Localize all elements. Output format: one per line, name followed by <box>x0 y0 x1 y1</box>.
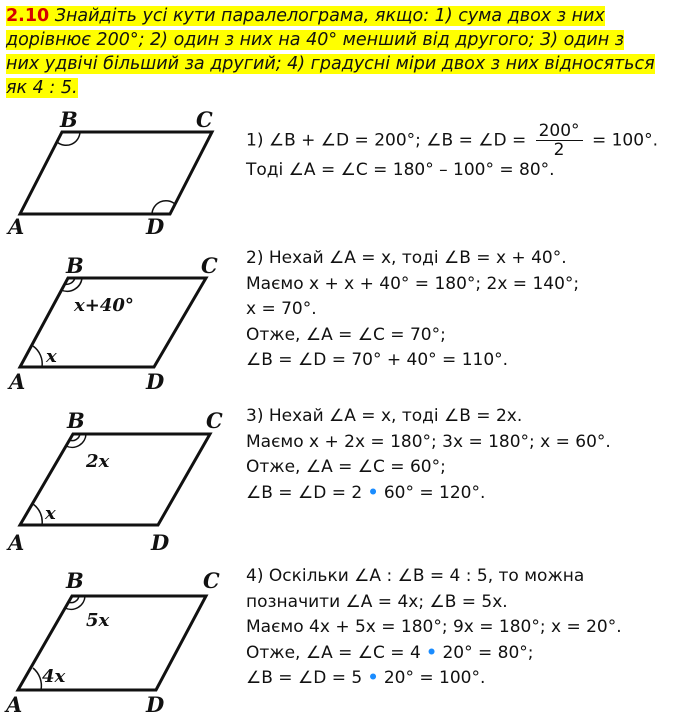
solution-1 <box>246 122 658 184</box>
multiply-dot: • <box>367 668 379 688</box>
vertex-d: D <box>146 369 165 394</box>
solution-1-line-2: Тоді ∠A = ∠C = 180° – 100° = 80°. <box>246 160 555 180</box>
solution-3-line-2: Маємо x + 2x = 180°; 3x = 180°; x = 60°. <box>246 431 611 452</box>
solution-2-line-2: Маємо x + x + 40° = 180°; 2x = 140°; <box>246 273 580 294</box>
fraction: $\frac{200^\circ}{2}$ <box>536 122 583 159</box>
solution-4 <box>246 564 622 692</box>
parallelogram-3 <box>6 408 223 555</box>
vertex-b: B <box>67 408 85 433</box>
vertex-a: A <box>8 214 25 239</box>
solution-2-line-4: Отже, ∠A = ∠C = 70°; <box>246 324 446 345</box>
vertex-a: A <box>9 369 26 394</box>
solution-3-line-4: ∠B = ∠D = 2 • 60° = 120°. <box>246 482 486 503</box>
vertex-c: C <box>196 107 213 132</box>
vertex-c: C <box>201 253 218 278</box>
solution-3-line-3: Отже, ∠A = ∠C = 60°; <box>246 457 446 477</box>
multiply-dot: • <box>367 482 379 503</box>
vertex-d: D <box>146 214 165 239</box>
solution-1-line-1: 1) ∠B + ∠D = 200°; ∠B = ∠D = $\frac{200^\circ}{2}$ = 100°. <box>246 121 658 160</box>
vertex-a: A <box>6 692 23 717</box>
solution-2-line-1: 2) Нехай ∠A = x, тоді ∠B = x + 40°. <box>246 248 567 268</box>
solution-2 <box>246 246 579 374</box>
angle-label-b: x+40° <box>74 295 134 316</box>
solution-3-line-1: 3) Нехай ∠A = x, тоді ∠B = 2x. <box>246 406 523 426</box>
vertex-b: B <box>66 253 84 278</box>
solution-2-line-3: x = 70°. <box>246 299 317 319</box>
vertex-a: A <box>8 530 25 555</box>
solution-4-line-3: Маємо 4x + 5x = 180°; 9x = 180°; x = 20°. <box>246 617 622 637</box>
angle-label-b: 5x <box>86 610 110 631</box>
vertex-b: B <box>60 107 78 132</box>
vertex-c: C <box>206 408 223 433</box>
angle-label-a: x <box>45 503 56 524</box>
solution-4-line-1: 4) Оскільки ∠A : ∠B = 4 : 5, то можна <box>246 566 585 586</box>
angle-label-b: 2x <box>86 451 110 472</box>
solution-4-line-4: Отже, ∠A = ∠C = 4 • 20° = 80°; <box>246 642 534 663</box>
solution-2-line-5: ∠B = ∠D = 70° + 40° = 110°. <box>246 350 509 370</box>
vertex-d: D <box>151 530 170 555</box>
parallelogram-1 <box>6 107 213 239</box>
problem-number: 2.10 <box>6 6 50 26</box>
multiply-dot: • <box>426 642 438 663</box>
solution-4-line-2: позначити ∠A = 4x; ∠B = 5x. <box>246 591 508 612</box>
angle-label-a: 4x <box>42 666 66 687</box>
parallelogram-2 <box>7 253 218 394</box>
solution-3 <box>246 404 611 506</box>
vertex-b: B <box>66 568 84 593</box>
angle-label-a: x <box>46 346 57 367</box>
angle-arc-a <box>33 504 42 525</box>
solution-4-line-5: ∠B = ∠D = 5 • 20° = 100°. <box>246 668 486 688</box>
angle-arc-a <box>33 346 42 367</box>
angle-arc-a <box>33 668 41 690</box>
problem-line-3: них удвічі більший за другий; 4) градусні міри двох з них відносяться <box>6 54 655 74</box>
vertex-d: D <box>146 692 165 717</box>
problem-line-1: 2.10 Знайдіть усі кути паралелограма, якщо: 1) сума двох з них <box>6 6 605 26</box>
problem-line-4: як 4 : 5. <box>6 78 78 98</box>
problem-line-2: дорівнює 200°; 2) один з них на 40° менший від другого; 3) один з <box>6 30 625 50</box>
vertex-c: C <box>203 568 220 593</box>
parallelogram-4 <box>4 568 220 717</box>
